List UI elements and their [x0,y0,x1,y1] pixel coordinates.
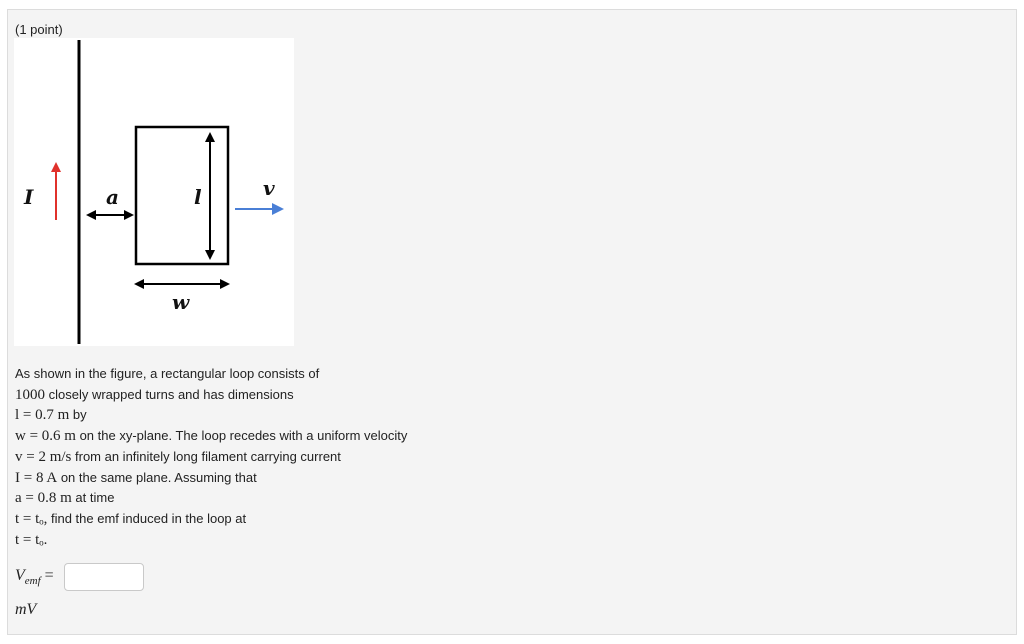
question-line [15,509,485,530]
math-expression: v = 2 m/s [15,448,72,465]
answer-input[interactable] [64,563,144,591]
equals-sign: = [44,566,54,584]
width-label: w [172,290,190,314]
vemf-label [15,567,54,587]
question-text-segment: at time [71,490,115,506]
math-expression: I = 8 A [15,469,58,486]
length-label: l [194,185,202,209]
question-text-segment: by [69,407,87,423]
math-expression: t = tₒ, [15,510,48,527]
math-expression: l = 0.7 m [15,407,70,424]
question-panel [7,9,1017,635]
math-expression: w = 0.6 m [15,428,76,445]
question-line [15,468,485,489]
question-text [15,364,485,550]
question-line [15,385,485,406]
points-label: (1 point) [15,22,63,37]
question-text-segment: from an infinitely long filament carrying current [71,448,341,464]
question-line [15,426,485,447]
question-text-segment: on the same plane. Assuming that [57,469,257,485]
question-line [15,488,485,509]
vemf-subscript: emf [24,575,41,588]
question-text-segment: closely wrapped turns and has dimensions [45,386,294,402]
question-line [15,405,485,426]
rectangular-loop [136,127,228,264]
question-line [15,530,485,551]
vemf-symbol: V [15,566,25,584]
question-text-segment: on the xy-plane. The loop recedes with a uniform velocity [75,428,408,444]
separation-label: a [106,185,119,209]
unit-label: mV [15,601,37,618]
question-line [15,364,485,385]
question-line [15,447,485,468]
question-text-segment: As shown in the figure, a rectangular loop consists of [15,366,320,381]
math-expression: a = 0.8 m [15,490,72,507]
math-expression: t = tₒ. [15,531,48,548]
math-expression: 1000 [15,386,45,403]
loop-diagram [14,38,294,346]
answer-row [15,562,144,592]
question-text-segment: find the emf induced in the loop at [47,510,247,526]
velocity-label: v [263,176,275,200]
current-label: I [24,185,34,209]
figure [14,38,294,346]
